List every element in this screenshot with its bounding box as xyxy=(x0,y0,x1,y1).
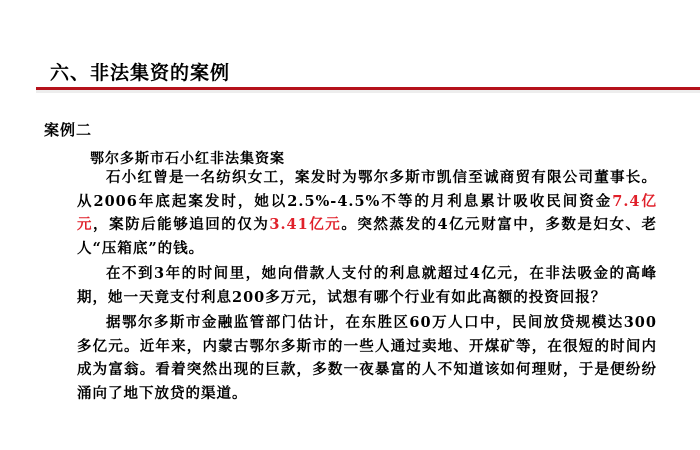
paragraph-3: 据鄂尔多斯市金融监管部门估计，在东胜区60万人口中，民间放贷规模达300多亿元。近年来，内蒙古鄂尔多斯市的一些人通过卖地、开煤矿等，在很短的时间内成为富翁。看着突然出现的巨款，多数一夜暴富的人不知道该如何理财，于是便纷纷涌向了地下放贷的渠道。 xyxy=(77,314,657,402)
paragraph-2: 在不到3年的时间里，她向借款人支付的利息就超过4亿元，在非法吸金的高峰期，她一天竟支付利息200多万元，试想有哪个行业有如此高额的投资回报？ xyxy=(77,265,657,306)
case-body xyxy=(77,166,657,407)
paragraph-1 xyxy=(77,166,657,260)
paragraph-1-text-b: ，案防后能够追回的仅为 xyxy=(93,216,270,233)
amount-absorbed: 7.4亿元 xyxy=(77,192,657,233)
paragraph-1-text-a: 石小红曾是一名纺织女工，案发时为鄂尔多斯市凯信至诚商贸有限公司董事长。从2006年底起案发时，她以2.5%-4.5%不等的月利息累计吸收民间资金 xyxy=(77,169,657,210)
case-title: 鄂尔多斯市石小红非法集资案 xyxy=(90,151,285,167)
title-underline-shadow xyxy=(36,90,700,93)
amount-recovered: 3.41亿元 xyxy=(269,216,342,233)
paragraph-1-text-c: 。突然蒸发的4亿元财富中，多数是妇女、老人“压箱底”的钱。 xyxy=(77,216,658,257)
case-label: 案例二 xyxy=(44,121,93,139)
slide-title: 六、非法集资的案例 xyxy=(50,62,231,84)
